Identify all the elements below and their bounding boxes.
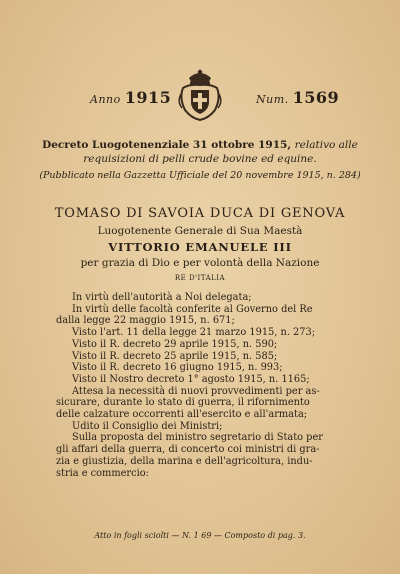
- body-line: sicurare, durante lo stato di guerra, il rifornimento: [56, 397, 310, 409]
- decree-title-text: Decreto Luogotenenziale 31 ottobre 1915,: [42, 139, 291, 151]
- year-label: [90, 88, 171, 107]
- decree-body: [56, 292, 356, 479]
- publication-note: (Pubblicato nella Gazzetta Ufficiale del 20 novembre 1915, n. 284): [39, 170, 361, 181]
- decree-title: [40, 138, 360, 166]
- body-line: gli affari della guerra, di concerto coi ministri di gra-: [56, 444, 320, 456]
- body-line: Visto il R. decreto 16 giugno 1915, n. 993;: [72, 362, 283, 374]
- body-line: Visto il R. decreto 29 aprile 1915, n. 590;: [72, 338, 278, 350]
- proclamation-realm: RE D'ITALIA: [174, 274, 226, 282]
- body-line: Sulla proposta del ministro segretario di Stato per: [72, 432, 323, 444]
- year-label-text: Anno: [90, 93, 121, 106]
- body-line: In virtù dell'autorità a Noi delegata;: [72, 292, 252, 303]
- body-line: Udito il Consiglio dei Ministri;: [72, 420, 223, 432]
- proclamation-grace: per grazia di Dio e per volontà della Nazione: [80, 257, 320, 269]
- header: [0, 68, 400, 118]
- body-line: In virtù delle facoltà conferite al Governo del Re: [72, 303, 313, 315]
- body-line: Visto il R. decreto 25 aprile 1915, n. 585;: [72, 350, 278, 362]
- decree-subject: relativo alle requisizioni di pelli crude bovine ed equine.: [83, 139, 358, 165]
- body-line: dalla legge 22 maggio 1915, n. 671;: [56, 315, 235, 327]
- proclamation-king: VITTORIO EMANUELE III: [108, 240, 292, 254]
- body-line: delle calzature occorrenti all'esercito e all'armata;: [56, 409, 308, 421]
- body-line: stria e commercio:: [56, 467, 149, 479]
- footer-note: Atto in fogli sciolti — N. 1 69 — Composto di pag. 3.: [94, 531, 306, 540]
- number-label-text: Num.: [256, 93, 289, 106]
- year-value: 1915: [124, 88, 172, 107]
- body-line: Visto il Nostro decreto 1° agosto 1915, n. 1165;: [72, 373, 310, 385]
- number-label: [256, 88, 339, 107]
- proclamation-name: TOMASO DI SAVOIA DUCA DI GENOVA: [54, 206, 346, 221]
- savoy-crest-icon: [177, 68, 223, 122]
- body-line: Attesa la necessità di nuovi provvedimenti per as-: [72, 385, 320, 397]
- proclamation-title: Luogotenente Generale di Sua Maestà: [97, 225, 303, 237]
- body-line: Visto l'art. 11 della legge 21 marzo 1915, n. 273;: [72, 327, 316, 339]
- number-value: 1569: [292, 88, 340, 107]
- body-line: zia e giustizia, della marina e dell'agricoltura, indu-: [56, 455, 313, 467]
